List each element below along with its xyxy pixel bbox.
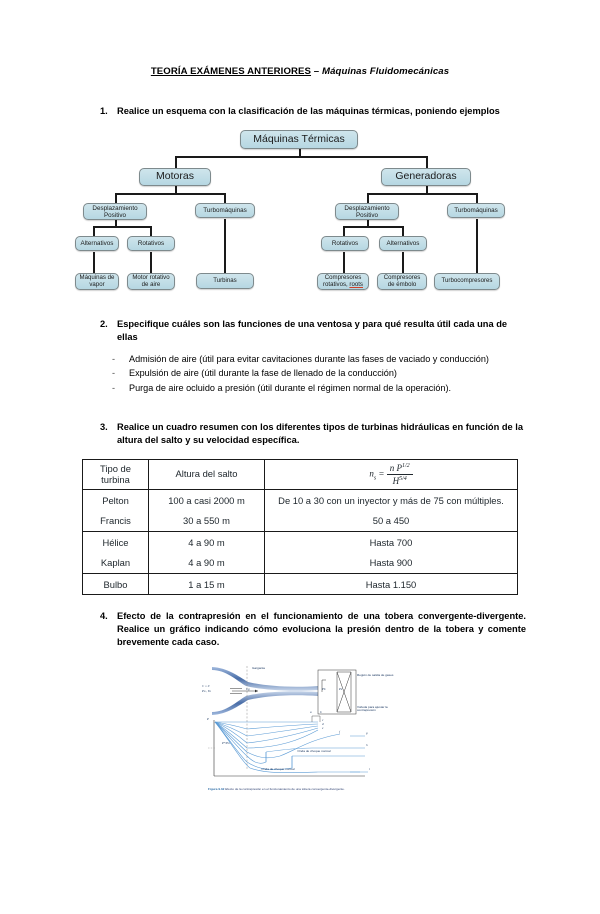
figure-label-pstar-ratio: P*/Po <box>222 740 230 745</box>
tree-connector <box>343 252 345 273</box>
pressure-curve-e <box>215 722 318 748</box>
tree-node-motoras-desplazamiento-positivo[interactable] <box>83 203 147 220</box>
nozzle-backpressure-figure-svg <box>200 664 400 784</box>
cell-tipo: Kaplan <box>83 553 149 574</box>
figure-curve-label-g: g <box>366 730 368 735</box>
tree-node-label: Motoras <box>156 170 194 183</box>
figure-label-region-salida-gases: Región de salida de gases <box>357 672 394 677</box>
table-row <box>83 574 518 595</box>
tree-node-label: Alternativos <box>80 240 114 248</box>
figure-caption <box>208 788 400 791</box>
tree-connector <box>115 193 117 203</box>
tree-node-generadoras-turbomaquinas[interactable] <box>447 203 505 218</box>
figure-curve-label-d: d <box>322 721 324 726</box>
tree-connector <box>224 193 226 203</box>
tree-node-label: Desplazamiento Positivo <box>92 204 138 219</box>
figure-label-inlet-c: C = 0 <box>202 683 210 688</box>
tree-connector <box>476 219 478 273</box>
list-item <box>112 381 538 396</box>
page-title-subject: Máquinas Fluidomecánicas <box>322 66 450 77</box>
bullet-dash: - <box>112 353 116 364</box>
tree-node-generadoras-rotativos[interactable] <box>321 236 369 251</box>
column-header-altura-salto: Altura del salto <box>149 460 265 490</box>
cell-velocidad-especifica: 50 a 450 <box>265 511 518 532</box>
tree-connector <box>367 193 477 195</box>
tree-node-label: Turbinas <box>213 276 237 284</box>
nozzle-upper-wall <box>212 667 318 691</box>
flow-arrow-head <box>255 689 258 692</box>
figure-curve-label-h: h <box>366 742 368 747</box>
tree-node-compresores-de-embolo[interactable] <box>377 273 427 290</box>
tree-connector <box>476 193 478 203</box>
cell-altura: 4 a 90 m <box>149 553 265 574</box>
tree-node-turbocompresores[interactable] <box>434 273 500 290</box>
tree-node-label: Turbocompresores <box>441 277 493 285</box>
cell-tipo: Bulbo <box>83 574 149 595</box>
table-header-row <box>83 460 518 490</box>
nozzle-lower-wall <box>212 691 318 715</box>
question-2-number: 2. <box>100 319 108 330</box>
tree-node-label: Turbomáquinas <box>454 207 498 215</box>
cell-velocidad-especifica: De 10 a 30 con un inyector y más de 75 con múltiples. <box>265 490 518 511</box>
tree-node-label: Motor rotativo de aire <box>132 273 170 288</box>
tree-connector <box>426 156 428 168</box>
question-4 <box>100 610 526 650</box>
question-3 <box>100 421 530 447</box>
question-1-text: Realice un esquema con la clasificación de las máquinas térmicas, poniendo ejemplos <box>117 106 500 116</box>
figure-label-onda-choque-2: Onda de choque normal <box>297 748 331 753</box>
turbinas-summary-table <box>82 459 518 595</box>
column-header-velocidad-especifica <box>265 460 518 490</box>
tree-node-label: Alternativos <box>386 240 420 248</box>
question-4-text: Efecto de la contrapresión en el funcionamiento de una tobera convergente-divergente. Realice un gráfico indicando cómo evoluciona la presión dentro de la tobera y comente brevemente cada caso. <box>117 611 526 648</box>
question-2-bullet-list <box>112 352 538 396</box>
tree-node-generadoras[interactable] <box>381 168 471 186</box>
tree-node-label: Máquinas Térmicas <box>253 132 345 145</box>
tree-node-label-roots: roots <box>349 280 363 288</box>
tree-node-generadoras-alternativos[interactable] <box>379 236 427 251</box>
list-item <box>112 366 538 381</box>
question-1 <box>100 105 530 118</box>
figure-curve-label-i: i <box>369 766 370 771</box>
tree-connector <box>343 226 345 236</box>
cell-altura: 100 a casi 2000 m <box>149 490 265 511</box>
tree-node-label: Turbomáquinas <box>203 207 247 215</box>
tree-connector <box>150 252 152 273</box>
tree-connector <box>93 226 95 236</box>
backpressure-valve-icon <box>337 672 351 712</box>
tree-node-motoras-alternativos[interactable] <box>75 236 119 251</box>
tree-connector <box>93 226 151 228</box>
tree-node-label: Rotativos <box>331 240 359 248</box>
table-row <box>83 511 518 532</box>
figure-curve-label-a: a <box>310 709 312 714</box>
tree-node-motoras[interactable] <box>139 168 211 186</box>
cell-altura: 30 a 550 m <box>149 511 265 532</box>
tree-node-generadoras-desplazamiento-positivo[interactable] <box>335 203 399 220</box>
cell-altura: 1 a 15 m <box>149 574 265 595</box>
tree-node-maquinas-termicas[interactable] <box>240 130 358 149</box>
question-3-text: Realice un cuadro resumen con los diferentes tipos de turbinas hidráulicas en función de la altura del salto y su velocidad específica. <box>117 421 524 445</box>
figure-label-pb: Pb <box>322 686 326 691</box>
tree-connector <box>150 226 152 236</box>
figure-label-inlet-po-to: Po , To <box>202 688 211 693</box>
tree-connector <box>224 219 226 273</box>
bullet-text: Purga de aire ocluido a presión (útil durante el régimen normal de la operación). <box>129 383 452 393</box>
figure-caption-number: Figura 9.32 <box>208 787 225 792</box>
table-row <box>83 490 518 511</box>
figure-label-garganta: Garganta <box>252 665 265 670</box>
tree-connector <box>402 226 404 236</box>
tree-node-label: Generadoras <box>395 170 457 183</box>
tree-connector <box>93 252 95 273</box>
tree-node-label: Desplazamiento Positivo <box>344 204 390 219</box>
tree-node-compresores-rotativos-roots[interactable] <box>317 273 369 290</box>
bullet-dash: - <box>112 383 116 393</box>
table-row <box>83 532 518 553</box>
figure-label-valvula-contrapresion: Válvula para ajustar la contrapresión <box>357 704 388 713</box>
tree-node-motoras-rotativos[interactable] <box>127 236 175 251</box>
tree-connector <box>367 193 369 203</box>
tree-node-motor-rotativo-de-aire[interactable] <box>127 273 175 290</box>
figure-label-axis-p: P <box>207 716 209 721</box>
page-title-sep: – <box>311 66 322 77</box>
question-3-number: 3. <box>100 421 108 432</box>
tree-node-label: Compresores de émbolo <box>383 273 421 288</box>
figure-label-pe: Pe <box>339 686 343 691</box>
bullet-text: Expulsión de aire (útil durante la fase de llenado de la conducción) <box>129 368 397 379</box>
figure-curve-label-f: f <box>339 729 340 734</box>
tree-node-label: Compresores rotativos, roots <box>323 273 363 288</box>
column-header-tipo-turbina: Tipo de turbina <box>83 460 149 490</box>
question-4-number: 4. <box>100 611 108 622</box>
figure-contrapresion-tobera <box>200 664 400 792</box>
figure-label-onda-choque-1: Onda de choque normal <box>261 766 295 771</box>
page-title-main: TEORÍA EXÁMENES ANTERIORES <box>150 66 312 77</box>
figure-curve-label-c: c <box>322 717 324 722</box>
question-2-text: Especifique cuáles son las funciones de una ventosa y para qué resulta útil cada una de ellas <box>117 319 508 343</box>
tree-node-turbinas[interactable] <box>196 273 254 289</box>
tree-connector <box>343 226 403 228</box>
bullet-dash: - <box>112 368 116 379</box>
figure-label-throat-cg: Cg <box>246 686 250 691</box>
maquinas-termicas-tree-diagram <box>75 127 525 292</box>
tree-node-maquinas-de-vapor[interactable] <box>75 273 119 290</box>
bullet-text: Admisión de aire (útil para evitar cavitaciones durante las fases de vaciado y conducción) <box>129 353 489 364</box>
tree-connector <box>402 252 404 273</box>
tree-node-label: Máquinas de vapor <box>79 273 115 288</box>
tree-node-label: Rotativos <box>137 240 165 248</box>
cell-tipo: Hélice <box>83 532 149 553</box>
cell-velocidad-especifica: Hasta 900 <box>265 553 518 574</box>
document-page <box>0 66 600 914</box>
question-2 <box>100 318 530 344</box>
question-1-number: 1. <box>100 106 108 116</box>
cell-altura: 4 a 90 m <box>149 532 265 553</box>
figure-curve-label-b: b <box>320 709 322 714</box>
tree-connector <box>175 156 177 168</box>
list-item <box>112 352 538 367</box>
cell-velocidad-especifica: Hasta 1.150 <box>265 574 518 595</box>
tree-connector <box>115 193 225 195</box>
cell-tipo: Pelton <box>83 490 149 511</box>
cell-tipo: Francis <box>83 511 149 532</box>
tree-node-motoras-turbomaquinas[interactable] <box>195 203 255 218</box>
tree-connector <box>175 156 427 158</box>
page-title <box>0 66 600 77</box>
specific-speed-formula: $n_s$ = $\frac{n P^{1/2}}{H^{5/4}}$ <box>369 463 412 486</box>
pressure-curve-h <box>215 722 292 770</box>
figure-caption-text: Efecto de la contrapresión en el funcionamiento de una tobera convergente-divergente. <box>225 787 345 792</box>
table-row <box>83 553 518 574</box>
figure-curve-label-e: e <box>322 725 324 730</box>
cell-velocidad-especifica: Hasta 700 <box>265 532 518 553</box>
